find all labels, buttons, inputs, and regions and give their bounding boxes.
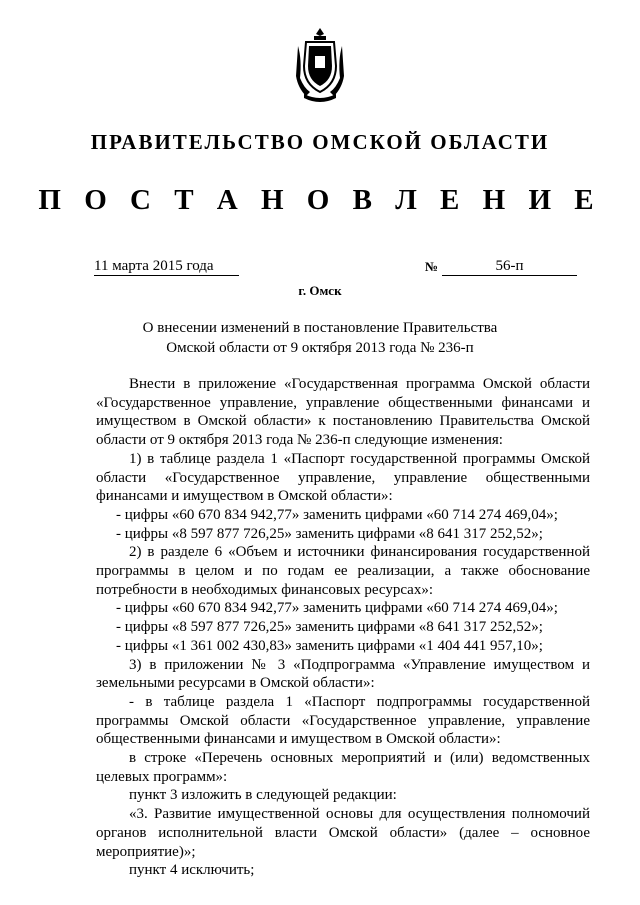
list-item: - цифры «60 670 834 942,77» заменить цифрами «60 714 274 469,04»; [116, 506, 558, 523]
paragraph: «3. Развитие имущественной основы для осуществления полномочий органов исполнительной власти Омской области» (далее – основное мероприятие)»; [96, 806, 590, 860]
number-label: № [425, 259, 439, 274]
paragraph: пункт 4 исключить; [129, 862, 255, 879]
paragraph: - в таблице раздела 1 «Паспорт подпрограммы государственной программы Омской области «Государственное управление, управление общественными финансами и имуществом в Омской области»: [96, 693, 590, 748]
subject-line-2: Омской области от 9 октября 2013 года № 236-п [166, 340, 474, 356]
decree-number: 56-п [442, 257, 577, 276]
paragraph: в строке «Перечень основных мероприятий и (или) ведомственных целевых программ»: [96, 750, 590, 785]
paragraph: 1) в таблице раздела 1 «Паспорт государственной программы Омской области «Государственное управление, управление общественными финансами и имуществом в Омской области»: [96, 450, 590, 505]
paragraph: 2) в разделе 6 «Объем и источники финансирования государственной программы в целом и по годам ее реализации, а также обоснование потребности в необходимых финансовых ресурсах»: [96, 544, 590, 598]
list-item: - цифры «8 597 877 726,25» заменить цифрами «8 641 317 252,52»; [116, 525, 543, 542]
decree-subject [0, 318, 640, 358]
paragraph: пункт 3 изложить в следующей редакции: [129, 787, 397, 804]
paragraph: 3) в приложении № 3 «Подпрограмма «Управление имуществом и земельными ресурсами в Омской области»: [96, 656, 590, 692]
decree-body [96, 375, 590, 880]
paragraph: Внести в приложение «Государственная программа Омской области «Государственное управление, управление общественными финансами и имуществом в Омской области» к постановлению Правительства Омской области от 9 октября 2013 года № 236-п следующие изменения: [96, 376, 590, 449]
decree-date: 11 марта 2015 года [94, 257, 239, 276]
city-name: г. Омск [298, 283, 342, 298]
document-type: П О С Т А Н О В Л Е Н И Е [38, 184, 602, 216]
subject-line-1: О внесении изменений в постановление Правительства [142, 320, 498, 336]
list-item: - цифры «8 597 877 726,25» заменить цифрами «8 641 317 252,52»; [116, 619, 543, 636]
list-item: - цифры «1 361 002 430,83» заменить цифрами «1 404 441 957,10»; [116, 637, 543, 654]
list-item: - цифры «60 670 834 942,77» заменить цифрами «60 714 274 469,04»; [116, 600, 558, 617]
government-name: ПРАВИТЕЛЬСТВО ОМСКОЙ ОБЛАСТИ [90, 130, 550, 154]
coat-of-arms-icon [296, 26, 344, 102]
